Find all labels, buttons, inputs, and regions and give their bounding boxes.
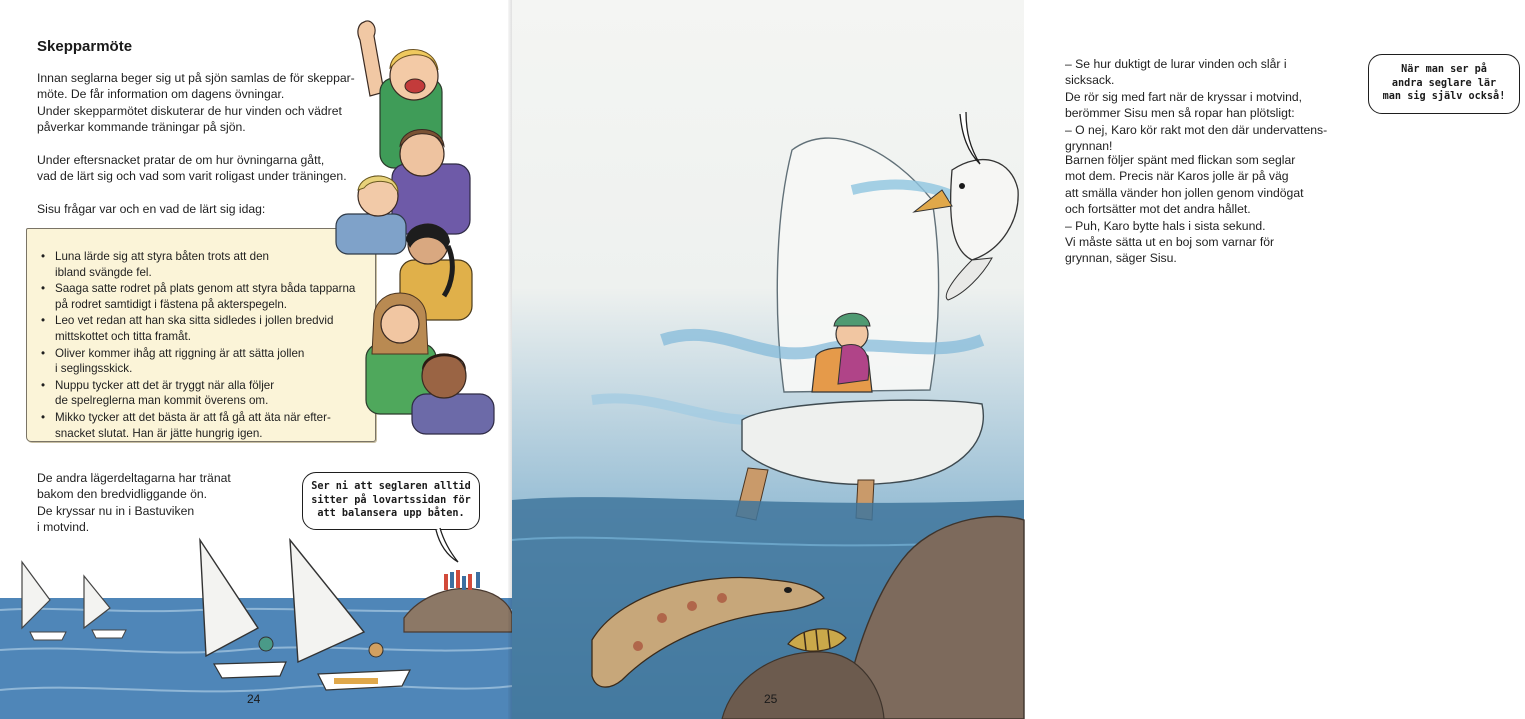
page-number: 24 — [247, 692, 261, 706]
list-item: • Saaga satte rodret på plats genom att styra båda tapparna på rodret samtidigt i fästena på akterspegeln. — [41, 281, 371, 312]
list-item: • Luna lärde sig att styra båten trots att den ibland svängde fel. — [41, 249, 371, 280]
list-item: • Leo vet redan att han ska sitta sidledes i jollen bredvid mittskottet och titta framåt. — [41, 313, 371, 344]
list-item: • Oliver kommer ihåg att riggning är att sätta jollen i seglingsskick. — [41, 346, 371, 377]
list-item: • Nuppu tycker att det är tryggt när alla följer de spelreglerna man kommit överens om. — [41, 378, 371, 409]
children-illustration — [322, 14, 512, 434]
intro-paragraph: Innan seglarna beger sig ut på sjön samlas de för skeppar- möte. De får information om dagens övningar. Under skepparmötet diskuterar de hur vinden och vädret påverkar kommande träningar på sjön. — [37, 71, 355, 135]
perch-label: abborre — [1362, 598, 1405, 609]
story-paragraph: – Se hur duktigt de lurar vinden och slår i sicksack. De rör sig med fart när de kryssar i motvind, berömmer Sisu men så ropar han plötsligt: – O nej, Karo kör rakt mot den där undervattens- grynnan! — [1065, 57, 1328, 154]
pike-label: gädda — [1078, 570, 1112, 581]
right-page — [512, 0, 1506, 719]
other-campers-paragraph: De andra lägerdeltagarna har tränat bakom den bredvidliggande ön. De kryssar nu in i Bastuviken i motvind. — [37, 471, 231, 535]
capsizing-boat-illustration — [512, 0, 1024, 719]
debrief-paragraph: Under eftersnacket pratar de om hur övningarna gått, vad de lärt sig och vad som varit roligast under träningen. — [37, 153, 347, 184]
list-item: • Mikko tycker att det bästa är att få gå att äta när efter- snacket slutat. Han är jätte hungrig igen. — [41, 410, 371, 441]
question-paragraph: Sisu frågar var och en vad de lärt sig idag: — [37, 202, 266, 216]
page-heading: Skepparmöte — [37, 38, 133, 55]
speech-bubble-tail — [960, 112, 984, 166]
reef-caption: En klippa eller en sten som ligger under vattnet eller syns på ytan kallas grund eller grynna. — [1350, 628, 1477, 680]
page-number: 25 — [764, 692, 778, 706]
left-page — [0, 0, 512, 719]
seagull-speech-bubble: När man ser på andra seglare lär man sig själv också! — [1368, 54, 1520, 114]
speech-bubble: Ser ni att seglaren alltid sitter på lovartssidan för att balansera upp båten. — [302, 472, 480, 530]
story-paragraph: Barnen följer spänt med flickan som seglar mot dem. Precis när Karos jolle är på väg att smälla vänder hon jollen genom vindögat och fortsätter mot det andra hållet. – Puh, Karo bytte hals i sista sekund. Vi måste sätta ut en boj som varnar för grynnan, säger Sisu. — [1065, 153, 1304, 266]
